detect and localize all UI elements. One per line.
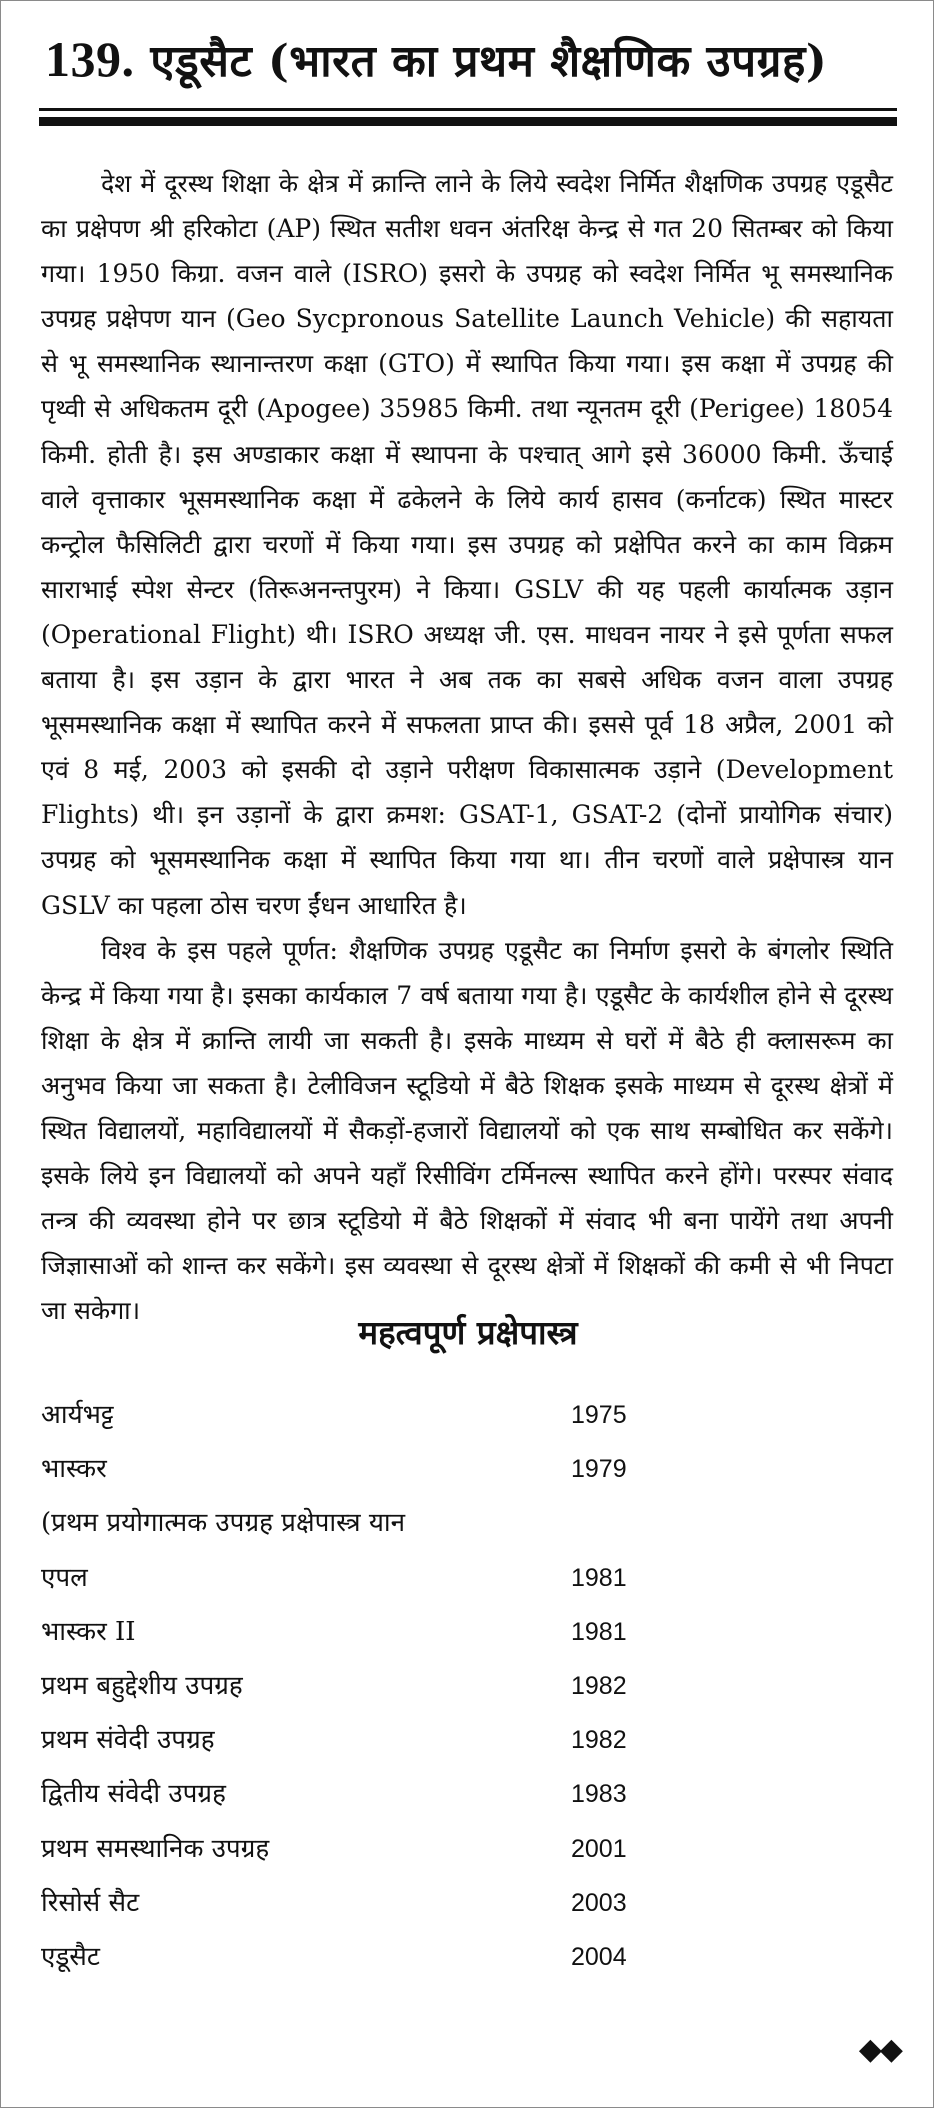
article-body [41,161,893,1333]
section-heading: महत्वपूर्ण प्रक्षेपास्त्र [358,1313,578,1352]
item-name: प्रथम संवेदी उपग्रह [41,1725,215,1756]
item-year: 1979 [571,1455,627,1484]
list-item [41,1496,801,1550]
item-name: भास्कर [41,1454,107,1485]
article-number: 139. [45,31,135,87]
list-item [41,1659,801,1713]
item-year: 1975 [571,1401,627,1429]
item-year: 1982 [571,1671,627,1700]
item-name: प्रथम बहुद्देशीय उपग्रह [41,1670,243,1701]
list-item [41,1388,801,1442]
item-name: भास्कर II [41,1616,136,1647]
page-title [45,29,905,89]
paragraph: विश्व के इस पहले पूर्णत: शैक्षणिक उपग्रह एडूसैट का निर्माण इसरो के बंगलोर स्थिति केन्द्र में किया गया है। इसका कार्यकाल 7 वर्ष बताया गया है। एडूसैट के कार्यशील होने से दूरस्थ शिक्षा के क्षेत्र में क्रान्ति लायी जा सकती है। इसके माध्यम से घरों में बैठे ही क्लासरूम का अनुभव किया जा सकता है। टेलीविजन स्टूडियो में बैठे शिक्षक इसके माध्यम से दूरस्थ क्षेत्रों में स्थित विद्यालयों, महाविद्यालयों में सैकड़ों-हजारों विद्यालयों को एक साथ सम्बोधित कर सकेंगे। इसके लिये इन विद्यालयों को अपने यहाँ रिसीविंग टर्मिनल्स स्थापित करने होंगे। परस्पर संवाद तन्त्र की व्यवस्था होने पर छात्र स्टूडियो में बैठे शिक्षकों में संवाद भी बना पायेंगे तथा अपनी जिज्ञासाओं को शान्त कर सकेंगे। इस व्यवस्था से दूरस्थ क्षेत्रों में शिक्षकों की कमी से भी निपटा जा सकेगा। [41,935,893,1326]
item-year: 2003 [571,1888,627,1917]
item-year: 2001 [571,1834,627,1863]
item-name: (प्रथम प्रयोगात्मक उपग्रह प्रक्षेपास्त्र यान [41,1508,406,1539]
list-item [41,1442,801,1496]
missile-list [41,1388,801,1984]
item-name: प्रथम समस्थानिक उपग्रह [41,1833,270,1864]
list-item [41,1767,801,1821]
list-item [41,1876,801,1930]
item-year: 2004 [571,1942,627,1971]
item-year: 1983 [571,1780,627,1809]
item-name: रिसोर्स सैट [41,1887,140,1918]
item-year: 1982 [571,1726,627,1755]
list-item [41,1713,801,1767]
list-item [41,1822,801,1876]
list-item [41,1930,801,1984]
item-name: एपल [41,1562,88,1593]
end-of-page-diamond-icon: ◆◆ [858,2032,901,2067]
list-item [41,1605,801,1659]
article-title: एडूसैट (भारत का प्रथम शैक्षणिक उपग्रह) [150,36,828,87]
item-year: 1981 [571,1563,627,1592]
item-name: द्वितीय संवेदी उपग्रह [41,1779,226,1810]
list-item [41,1551,801,1605]
title-divider-thick [39,117,897,126]
paragraph: देश में दूरस्थ शिक्षा के क्षेत्र में क्रान्ति लाने के लिये स्वदेश निर्मित शैक्षणिक उपग्रह एडूसैट का प्रक्षेपण श्री हरिकोटा (AP) स्थित सतीश धवन अंतरिक्ष केन्द्र से गत 20 सितम्बर को किया गया। 1950 किग्रा. वजन वाले (ISRO) इसरो के उपग्रह को स्वदेश निर्मित भू समस्थानिक उपग्रह प्रक्षेपण यान (Geo Sycpronous Satellite Launch Vehicle) की सहायता से भू समस्थानिक स्थानान्तरण कक्षा (GTO) में स्थापित किया गया। इस कक्षा में उपग्रह की पृथ्वी से अधिकतम दूरी (Apogee) 35985 किमी. तथा न्यूनतम दूरी (Perigee) 18054 किमी. होती है। इस अण्डाकार कक्षा में स्थापना के पश्चात् आगे इसे 36000 किमी. ऊँचाई वाले वृत्ताकार भूसमस्थानिक कक्षा में ढकेलने के लिये कार्य हासव (कर्नाटक) स्थित मास्टर कन्ट्रोल फैसिलिटी द्वारा चरणों में किया गया। इस उपग्रह को प्रक्षेपित करने का काम विक्रम साराभाई स्पेश सेन्टर (तिरूअनन्तपुरम) ने किया। GSLV की यह पहली कार्यात्मक उड़ान (Operational Flight) थी। ISRO अध्यक्ष जी. एस. माधवन नायर ने इसे पूर्णता सफल बताया है। इस उड़ान के द्वारा भारत ने अब तक का सबसे अधिक वजन वाला उपग्रह भूसमस्थानिक कक्षा में स्थापित करने में सफलता प्राप्त की। इससे पूर्व 18 अप्रैल, 2001 को एवं 8 मई, 2003 को इसकी दो उड़ाने परीक्षण विकासात्मक उड़ाने (Development Flights) थी। इन उड़ानों के द्वारा क्रमश: GSAT-1, GSAT-2 (दोनों प्रायोगिक संचार) उपग्रह को भूसमस्थानिक कक्षा में स्थापित किया गया था। तीन चरणों वाले प्रक्षेपास्त्र यान GSLV का पहला ठोस चरण ईंधन आधारित है। [41,169,893,920]
item-name: आर्यभट्ट [41,1400,114,1430]
item-year: 1981 [571,1617,627,1646]
item-name: एडूसैट [41,1941,100,1972]
title-divider-thin [39,108,897,111]
